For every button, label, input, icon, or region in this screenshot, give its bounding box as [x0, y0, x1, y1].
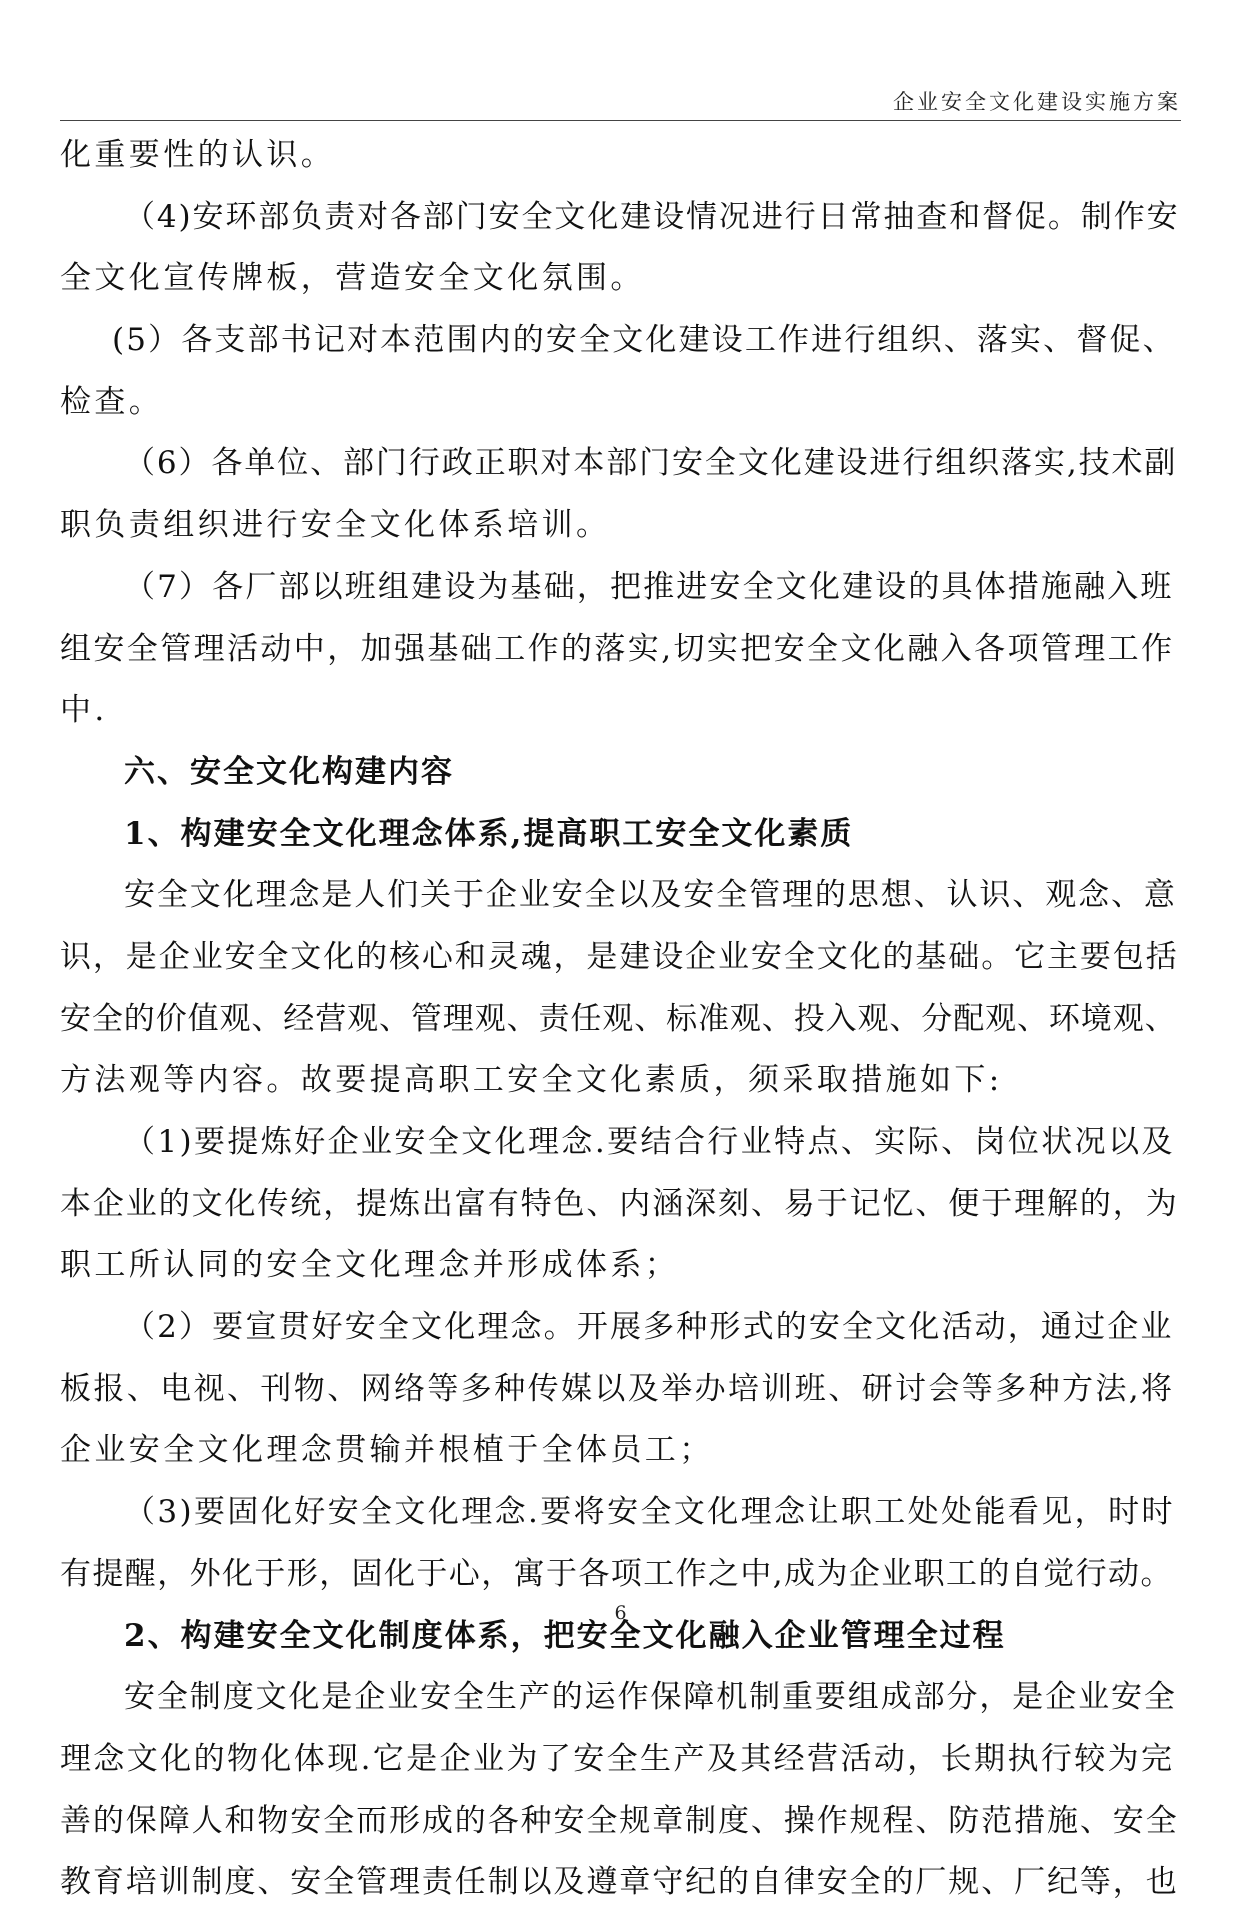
text-line: 中. — [60, 692, 108, 729]
text-line: 方法观等内容。故要提高职工安全文化素质，须采取措施如下: — [60, 1062, 1003, 1099]
text-line: （1)要提炼好企业安全文化理念.要结合行业特点、实际、岗位状况以及 — [124, 1124, 1175, 1160]
text-line: 有提醒，外化于形，固化于心，寓于各项工作之中,成为企业职工的自觉行动。 — [60, 1555, 1173, 1592]
text-line: 安全制度文化是企业安全生产的运作保障机制重要组成部分，是企业安全 — [124, 1679, 1177, 1716]
body-text — [60, 125, 1181, 1914]
text-line: 检查。 — [60, 383, 164, 420]
text-line: 板报、电视、刊物、网络等多种传媒以及举办培训班、研讨会等多种方法,将 — [60, 1370, 1175, 1407]
text-line: 全文化宣传牌板，营造安全文化氛围。 — [60, 260, 645, 297]
text-line: 理念文化的物化体现.它是企业为了安全生产及其经营活动，长期执行较为完 — [60, 1740, 1175, 1777]
text-line: （4)安环部负责对各部门安全文化建设情况进行日常抽查和督促。制作安 — [124, 198, 1180, 235]
text-line: 组安全管理活动中，加强基础工作的落实,切实把安全文化融入各项管理工作 — [60, 630, 1175, 667]
text-line: 识，是企业安全文化的核心和灵魂，是建设企业安全文化的基础。它主要包括 — [60, 938, 1179, 975]
text-line: 教育培训制度、安全管理责任制以及遵章守纪的自律安全的厂规、厂纪等，也 — [60, 1864, 1179, 1901]
text-line: （3)要固化好安全文化理念.要将安全文化理念让职工处处能看见，时时 — [124, 1494, 1175, 1531]
text-line: （7）各厂部以班组建设为基础，把推进安全文化建设的具体措施融入班 — [124, 568, 1174, 605]
text-line: (5）各支部书记对本范围内的安全文化建设工作进行组织、落实、督促、 — [112, 322, 1176, 359]
text-line: 化重要性的认识。 — [60, 137, 336, 173]
running-header: 企业安全文化建设实施方案 — [893, 90, 1181, 114]
text-line: 善的保障人和物安全而形成的各种安全规章制度、操作规程、防范措施、安全 — [60, 1802, 1179, 1839]
text-line: 职负责组织进行安全文化体系培训。 — [60, 507, 611, 544]
text-line: 企业安全文化理念贯输并根植于全体员工； — [60, 1432, 714, 1469]
subsection-heading: 2、构建安全文化制度体系，把安全文化融入企业管理全过程 — [124, 1617, 1006, 1654]
text-line: 本企业的文化传统，提炼出富有特色、内涵深刻、易于记忆、便于理解的，为 — [60, 1185, 1179, 1222]
text-line: 职工所认同的安全文化理念并形成体系； — [60, 1247, 680, 1284]
page-number: 6 — [614, 1602, 627, 1624]
text-line: 安全文化理念是人们关于企业安全以及安全管理的思想、认识、观念、意 — [124, 877, 1177, 914]
section-heading: 六、安全文化构建内容 — [124, 753, 454, 790]
text-line: （6）各单位、部门行政正职对本部门安全文化建设进行组织落实,技术副 — [124, 445, 1178, 482]
text-line: （2）要宣贯好安全文化理念。开展多种形式的安全文化活动，通过企业 — [124, 1309, 1174, 1346]
header-rule — [60, 120, 1181, 121]
subsection-heading: 1、构建安全文化理念体系,提高职工安全文化素质 — [124, 815, 854, 852]
text-line: 安全的价值观、经营观、管理观、责任观、标准观、投入观、分配观、环境观、 — [60, 1000, 1177, 1037]
